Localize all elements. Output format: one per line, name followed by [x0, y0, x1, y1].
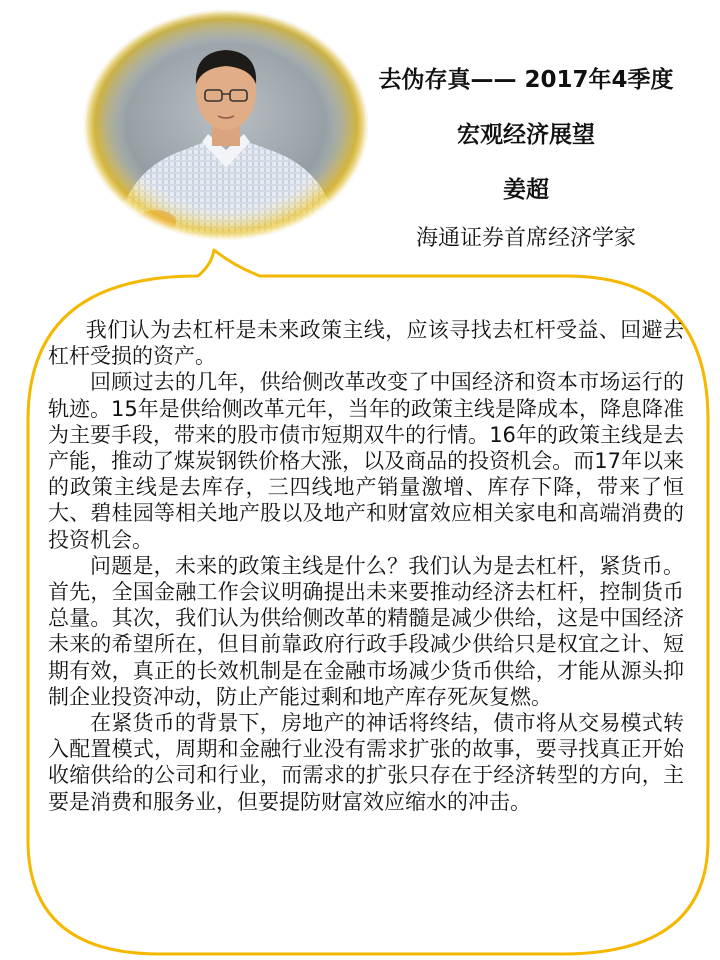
article-body [48, 317, 684, 815]
page-title: 去伪存真—— 2017年4季度 [378, 67, 674, 93]
author-title: 海通证券首席经济学家 [415, 226, 636, 251]
page-subtitle: 宏观经济展望 [457, 122, 595, 148]
article-paragraph: 在紧货币的背景下，房地产的神话将终结，债市将从交易模式转入配置模式，周期和金融行业没有需求扩张的故事，要寻找真正开始收缩供给的公司和行业，而需求的扩张只存在于经济转型的方向，主要是消费和服务业，但要提防财富效应缩水的冲击。 [48, 711, 684, 814]
header-block [346, 66, 706, 252]
person-portrait-icon [84, 10, 368, 240]
author-portrait [84, 10, 368, 240]
article-paragraph: 问题是，未来的政策主线是什么？我们认为是去杠杆，紧货币。首先，全国金融工作会议明确提出未来要推动经济去杠杆，控制货币总量。其次，我们认为供给侧改革的精髓是减少供给，这是中国经济未来的希望所在，但目前靠政府行政手段减少供给只是权宜之计、短期有效，真正的长效机制是在金融市场减少货币供给，才能从源头抑制企业投资冲动，防止产能过剩和地产库存死灰复燃。 [48, 553, 684, 709]
article-paragraph: 回顾过去的几年，供给侧改革改变了中国经济和资本市场运行的轨迹。15年是供给侧改革元年，当年的政策主线是降成本，降息降准为主要手段，带来的股市债市短期双牛的行情。16年的政策主线是去产能，推动了煤炭钢铁价格大涨，以及商品的投资机会。而17年以来的政策主线是去库存，三四线地产销量激增、库存下降，带来了恒大、碧桂园等相关地产股以及地产和财富效应相关家电和高端消费的投资机会。 [48, 370, 684, 552]
article-paragraph: 我们认为去杠杆是未来政策主线，应该寻找去杠杆受益、回避去杠杆受损的资产。 [48, 318, 684, 369]
author-name: 姜超 [503, 177, 549, 203]
